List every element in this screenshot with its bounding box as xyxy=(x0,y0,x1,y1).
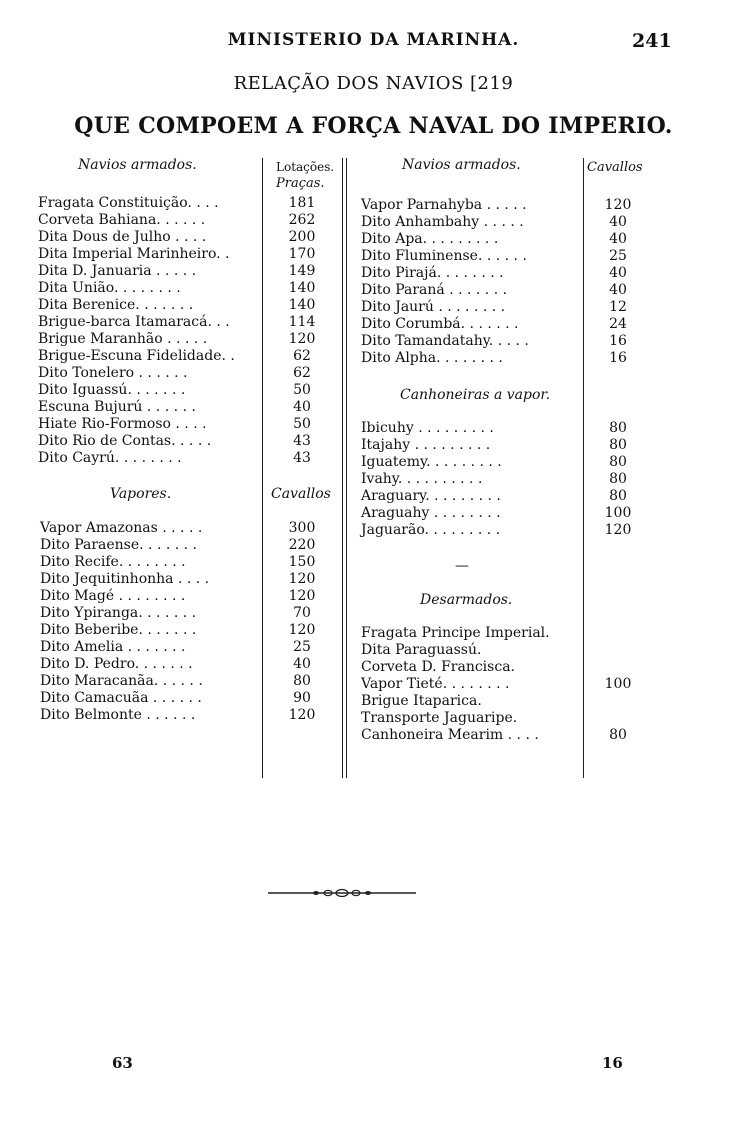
ship-value: 90 xyxy=(293,690,311,706)
right-header-desarmados: Desarmados. xyxy=(420,592,513,608)
ship-value: 43 xyxy=(293,450,311,466)
ship-name: Transporte Jaguaripe. xyxy=(361,710,518,726)
ship-name: Dito Iguassú. . . . . . . xyxy=(38,382,186,398)
ship-name: Dito Recife. . . . . . . . xyxy=(40,554,186,570)
ship-value: 170 xyxy=(288,246,316,262)
ship-name: Dito Ypiranga. . . . . . . xyxy=(40,605,197,621)
ship-name: Brigue Maranhão . . . . . xyxy=(38,331,208,347)
ship-name: Dito Jaurú . . . . . . . . xyxy=(361,299,506,315)
ship-value: 80 xyxy=(609,488,627,504)
ship-value: 25 xyxy=(293,639,311,655)
ship-value: 24 xyxy=(609,316,627,332)
ship-value: 100 xyxy=(604,505,632,521)
left-header-lotacoes: Lotações. xyxy=(276,160,335,174)
right-armados-names xyxy=(361,197,576,367)
column-rule xyxy=(342,158,343,778)
ship-value: 70 xyxy=(293,605,311,621)
page-title: QUE COMPOEM A FORÇA NAVAL DO IMPERIO. xyxy=(74,113,673,139)
ship-name: Dito Maracanãa. . . . . . xyxy=(40,673,203,689)
ship-value: 80 xyxy=(609,420,627,436)
ornament-divider xyxy=(268,888,416,898)
ship-value: 200 xyxy=(288,229,316,245)
left-header-cavallos: Cavallos xyxy=(271,486,331,502)
ship-value: 300 xyxy=(288,520,316,536)
right-desarmados-names xyxy=(361,625,576,744)
ship-name: Canhoneira Mearim . . . . xyxy=(361,727,539,743)
ship-value: 43 xyxy=(293,433,311,449)
ship-name: Dito Belmonte . . . . . . xyxy=(40,707,196,723)
ship-value: 40 xyxy=(609,214,627,230)
ship-name: Dito D. Pedro. . . . . . . xyxy=(40,656,193,672)
ship-value xyxy=(594,659,642,676)
ship-name: Ivahy. . . . . . . . . . xyxy=(361,471,483,487)
ship-value: 149 xyxy=(288,263,316,279)
ship-name: Dito Anhambahy . . . . . xyxy=(361,214,524,230)
ship-value: 62 xyxy=(293,365,311,381)
ship-name: Vapor Parnahyba . . . . . xyxy=(361,197,527,213)
ship-value: 120 xyxy=(288,331,316,347)
ship-name: Dito Fluminense. . . . . . xyxy=(361,248,527,264)
ship-name: Dita Imperial Marinheiro. . xyxy=(38,246,230,262)
ship-value: 40 xyxy=(609,282,627,298)
ship-name: Jaguarão. . . . . . . . . xyxy=(361,522,501,538)
ship-name: Vapor Amazonas . . . . . xyxy=(40,520,203,536)
right-canhoneiras-names xyxy=(361,420,576,539)
ship-value: 80 xyxy=(293,673,311,689)
left-armados-values xyxy=(270,195,334,467)
section-dash: — xyxy=(455,558,469,574)
ship-name: Vapor Tieté. . . . . . . . xyxy=(361,676,510,692)
ship-name: Dita D. Januaria . . . . . xyxy=(38,263,197,279)
ship-name: Corveta Bahiana. . . . . . xyxy=(38,212,206,228)
ship-name: Araguahy . . . . . . . . xyxy=(361,505,501,521)
right-canhoneiras-values xyxy=(594,420,642,539)
column-rule xyxy=(262,158,263,778)
ship-name: Iguatemy. . . . . . . . . xyxy=(361,454,502,470)
left-armados-names xyxy=(38,195,260,467)
ship-value: 80 xyxy=(609,454,627,470)
ship-name: Dita Paraguassú. xyxy=(361,642,482,658)
ship-name: Araguary. . . . . . . . . xyxy=(361,488,501,504)
footer-signature-left: 63 xyxy=(112,1054,133,1072)
ship-value: 220 xyxy=(288,537,316,553)
ship-value: 16 xyxy=(609,350,627,366)
ship-name: Dito Magé . . . . . . . . xyxy=(40,588,186,604)
ship-value: 40 xyxy=(293,399,311,415)
ship-name: Dito Corumbá. . . . . . . xyxy=(361,316,519,332)
left-header-navios-armados: Navios armados. xyxy=(78,157,197,173)
ship-name: Dita Dous de Julho . . . . xyxy=(38,229,207,245)
ship-name: Dito Beberibe. . . . . . . xyxy=(40,622,197,638)
right-header-canhoneiras: Canhoneiras a vapor. xyxy=(400,387,551,403)
ship-value: 50 xyxy=(293,416,311,432)
ship-value: 62 xyxy=(293,348,311,364)
ship-name: Dito Amelia . . . . . . . xyxy=(40,639,186,655)
ship-value: 50 xyxy=(293,382,311,398)
ship-value: 120 xyxy=(288,588,316,604)
ship-name: Hiate Rio-Formoso . . . . xyxy=(38,416,207,432)
ship-value: 40 xyxy=(609,231,627,247)
ship-value xyxy=(594,693,642,710)
ship-name: Dito Camacuãa . . . . . . xyxy=(40,690,202,706)
ship-value xyxy=(594,710,642,727)
right-desarmados-values xyxy=(594,625,642,744)
footer-signature-right: 16 xyxy=(602,1054,623,1072)
ship-name: Brigue-Escuna Fidelidade. . xyxy=(38,348,235,364)
ship-name: Dito Jequitinhonha . . . . xyxy=(40,571,210,587)
ship-name: Escuna Bujurú . . . . . . xyxy=(38,399,196,415)
ship-name: Dito Alpha. . . . . . . . xyxy=(361,350,503,366)
ship-value: 262 xyxy=(288,212,316,228)
running-head: MINISTERIO DA MARINHA. xyxy=(227,30,520,50)
ship-name: Dito Cayrú. . . . . . . . xyxy=(38,450,182,466)
ship-name: Dito Pirajá. . . . . . . . xyxy=(361,265,504,281)
ship-name: Dito Rio de Contas. . . . . xyxy=(38,433,212,449)
ship-value: 100 xyxy=(604,676,632,692)
ship-value: 16 xyxy=(609,333,627,349)
ship-value: 25 xyxy=(609,248,627,264)
ship-name: Itajahy . . . . . . . . . xyxy=(361,437,491,453)
ship-name: Dito Tonelero . . . . . . xyxy=(38,365,188,381)
ship-value: 120 xyxy=(288,571,316,587)
ship-name: Corveta D. Francisca. xyxy=(361,659,515,675)
ship-value: 40 xyxy=(293,656,311,672)
left-vapores-names xyxy=(40,520,262,724)
ship-value xyxy=(594,625,642,642)
right-armados-values xyxy=(594,197,642,367)
ship-value: 120 xyxy=(288,622,316,638)
ship-value: 150 xyxy=(288,554,316,570)
ship-value: 80 xyxy=(609,471,627,487)
ship-name: Dito Apa. . . . . . . . . xyxy=(361,231,499,247)
ship-name: Dito Paraná . . . . . . . xyxy=(361,282,508,298)
ship-value: 140 xyxy=(288,297,316,313)
page-number: 241 xyxy=(632,30,672,52)
ship-name: Dita União. . . . . . . . xyxy=(38,280,181,296)
right-header-navios-armados: Navios armados. xyxy=(402,157,521,173)
ship-name: Brigue Itaparica. xyxy=(361,693,482,709)
ship-value: 40 xyxy=(609,265,627,281)
ship-name: Fragata Constituição. . . . xyxy=(38,195,219,211)
ship-value: 120 xyxy=(288,707,316,723)
page-subtitle: RELAÇÃO DOS NAVIOS [219 xyxy=(233,73,514,94)
ship-value: 140 xyxy=(288,280,316,296)
ship-name: Dito Tamandatahy. . . . . xyxy=(361,333,529,349)
ship-value: 120 xyxy=(604,197,632,213)
ship-name: Dito Paraense. . . . . . . xyxy=(40,537,198,553)
column-rule xyxy=(346,158,347,778)
left-header-vapores: Vapores. xyxy=(110,486,172,502)
ship-name: Dita Berenice. . . . . . . xyxy=(38,297,194,313)
column-rule xyxy=(583,158,584,778)
left-header-pracas: Praças. xyxy=(276,176,325,191)
ship-value: 114 xyxy=(288,314,316,330)
ship-value: 80 xyxy=(609,437,627,453)
ship-value: 80 xyxy=(609,727,627,743)
left-vapores-values xyxy=(270,520,334,724)
ship-value: 120 xyxy=(604,522,632,538)
ship-value: 181 xyxy=(288,195,316,211)
ship-value: 12 xyxy=(609,299,627,315)
ship-name: Ibicuhy . . . . . . . . . xyxy=(361,420,494,436)
ship-name: Brigue-barca Itamaracá. . . xyxy=(38,314,230,330)
right-header-cavallos: Cavallos xyxy=(587,160,643,175)
ship-value xyxy=(594,642,642,659)
ship-name: Fragata Principe Imperial. xyxy=(361,625,550,641)
